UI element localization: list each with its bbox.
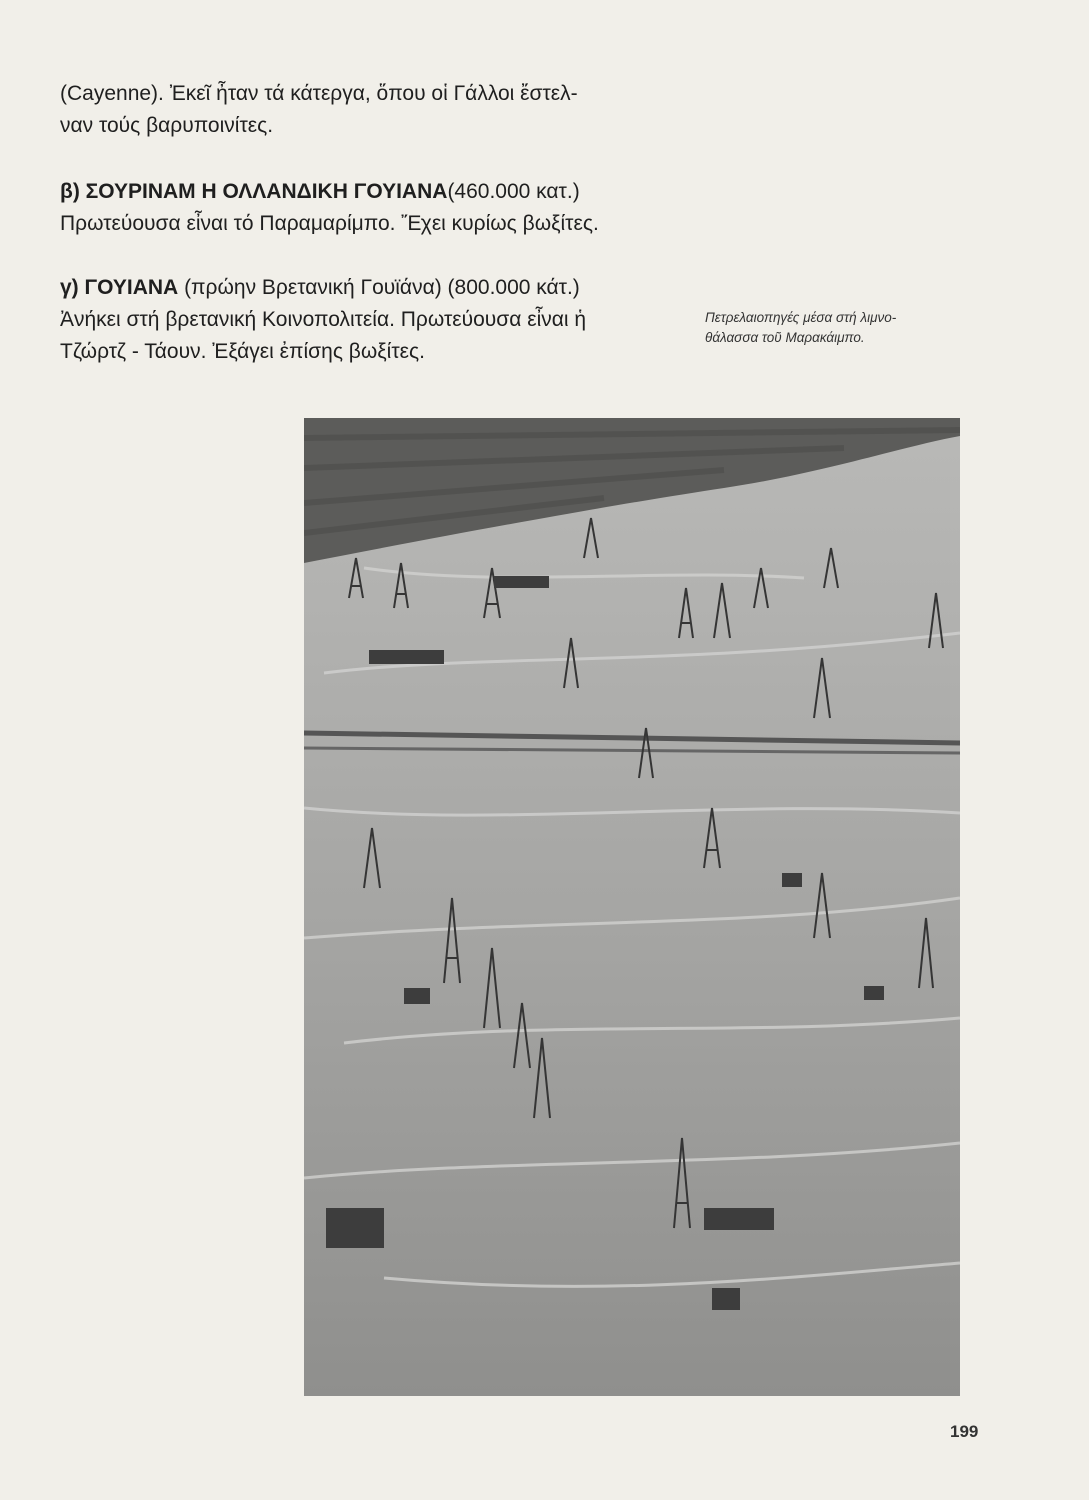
photo-caption-line-2: θάλασσα τοῦ Μαρακάιμπο. bbox=[705, 330, 865, 345]
intro-line-1: (Cayenne). Ἐκεῖ ἦταν τά κάτεργα, ὅπου οἱ Γάλλοι ἔστελ- bbox=[60, 82, 578, 105]
section-guyana-heading: γ) ΓΟΥΙΑΝΑ bbox=[60, 276, 179, 299]
section-suriname-text: Πρωτεύουσα εἶναι τό Παραμαρίμπο. Ἔχει κυρίως βωξίτες. bbox=[60, 212, 599, 235]
intro-line-2: ναν τούς βαρυποινίτες. bbox=[60, 114, 274, 137]
section-suriname-title bbox=[60, 176, 680, 208]
section-suriname-area: (460.000 κατ.) bbox=[447, 180, 580, 203]
section-guyana bbox=[60, 272, 680, 368]
section-guyana-line-2: Τζώρτζ - Τάουν. Ἐξάγει ἐπίσης βωξίτες. bbox=[60, 340, 425, 363]
oil-field-photo bbox=[304, 418, 960, 1396]
section-suriname bbox=[60, 176, 680, 240]
section-suriname-heading: β) ΣΟΥΡΙΝΑΜ Η ΟΛΛΑΝΔΙΚΗ ΓΟΥΙΑΝΑ bbox=[60, 180, 448, 203]
page-number: 199 bbox=[950, 1422, 979, 1441]
photo-caption-line-1: Πετρελαιοπηγές μέσα στή λιμνο- bbox=[705, 310, 897, 325]
intro-paragraph bbox=[60, 78, 680, 142]
section-guyana-subtitle: (πρώην Βρετανική Γουϊάνα) (800.000 κάτ.) bbox=[184, 276, 580, 299]
section-guyana-line-1: Ἀνήκει στή βρετανική Κοινοπολιτεία. Πρωτεύουσα εἶναι ἡ bbox=[60, 308, 587, 331]
photo-caption bbox=[705, 308, 995, 348]
lake-water bbox=[304, 418, 960, 1396]
section-guyana-title bbox=[60, 272, 680, 304]
